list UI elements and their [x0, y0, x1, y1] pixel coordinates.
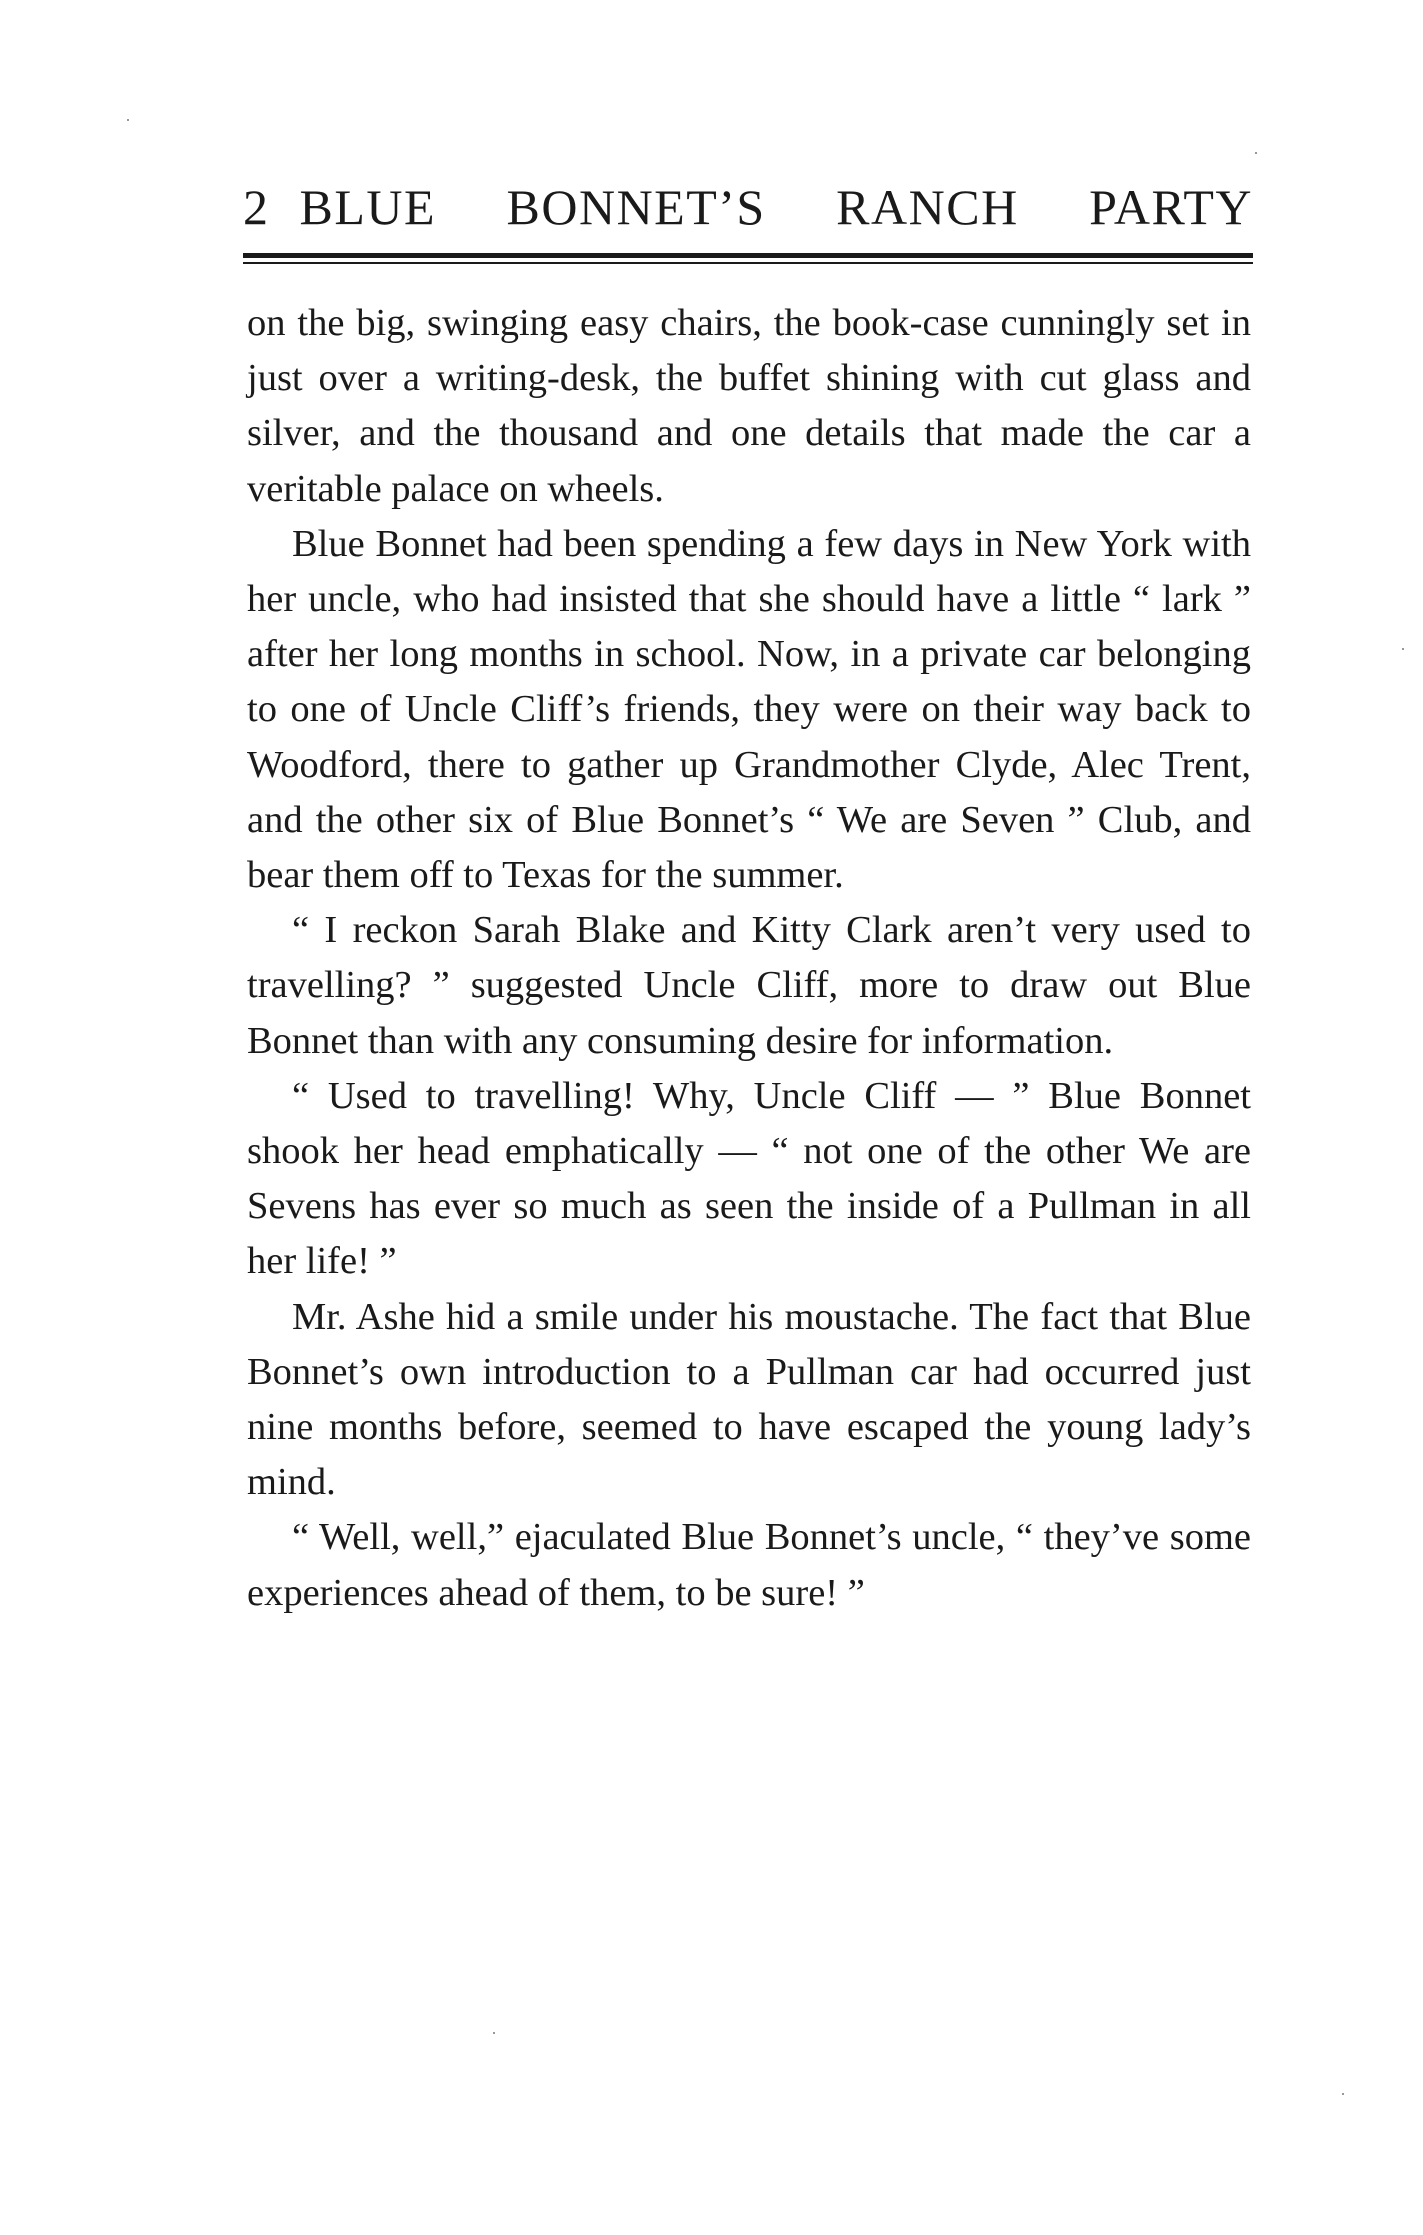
paper-speck [1255, 152, 1257, 154]
paragraph: “ Well, well,” ejaculated Blue Bonnet’s uncle, “ they’ve some experiences ahead of them, to be sure! ” [247, 1516, 1251, 1614]
paragraph: Blue Bonnet had been spending a few days in New York with her uncle, who had insisted that she should have a little “ lark ” after her long months in school. Now, in a private car belonging to one of Uncle Cliff’s friends, they were on their way back to Woodford, there to gather up Grandmother Clyde, Alec Trent, and the other six of Blue Bonnet’s “ We are Seven ” Club, and bear them off to Texas for the summer. [247, 522, 1251, 897]
paper-speck [1342, 2093, 1344, 2095]
paragraph: Mr. Ashe hid a smile under his moustache. The fact that Blue Bonnet’s own introduction to a Pullman car had occurred just nine months before, seemed to have escaped the young lady’s mind. [247, 1295, 1251, 1504]
paper-speck [127, 119, 129, 121]
running-header [243, 172, 1253, 242]
body-text [247, 296, 1251, 1621]
header-rule-thin [243, 262, 1253, 264]
paper-speck [1402, 648, 1404, 650]
paragraph: “ Used to travelling! Why, Uncle Cliff — ” Blue Bonnet shook her head emphatically — “ not one of the other We are Sevens has ever so much as seen the inside of a Pullman in all her life! ” [247, 1074, 1251, 1283]
paragraph: “ I reckon Sarah Blake and Kitty Clark aren’t very used to travelling? ” suggested Uncle Cliff, more to draw out Blue Bonnet than with any consuming desire for information. [247, 909, 1251, 1062]
page-number: 2 [243, 179, 270, 235]
header-rule-thick [243, 253, 1253, 258]
paper-speck [493, 2032, 495, 2034]
paragraph: on the big, swinging easy chairs, the book-case cunningly set in just over a writing-desk, the buffet shining with cut glass and silver, and the thousand and one details that made the car a veritable palace on wheels. [247, 302, 1251, 510]
running-title: BLUE BONNET’S RANCH PARTY [299, 179, 1253, 235]
